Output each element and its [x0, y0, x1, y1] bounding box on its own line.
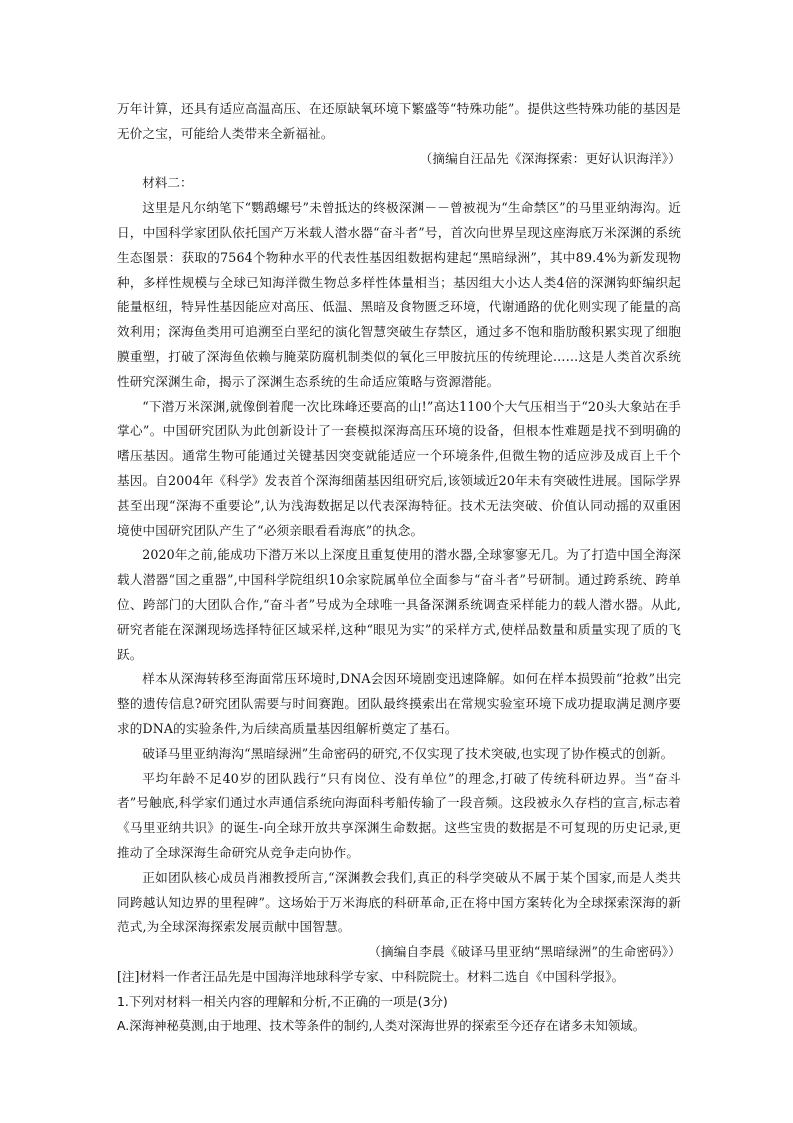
question-1-option-a: A.深海神秘莫测,由于地理、技术等条件的制约,人类对深海世界的探索至今还存在诸多未知领域。 — [117, 1018, 646, 1034]
material1-tail-paragraph: 万年计算，还具有适应高温高压、在还原缺氧环境下繁盛等“特殊功能”。提供这些特殊功能的基因是无价之宝，可能给人类带来全新福祉。 — [117, 101, 681, 141]
document-page — [117, 97, 681, 1039]
material2-source: （摘编自李晨《破译马里亚纳“黑暗绿洲”的生命密码》） — [368, 944, 681, 960]
material2-paragraph-7: 正如团队核心成员肖湘教授所言,“深渊教会我们,真正的科学突破从不属于某个国家,而是人类共同跨越认知边界的里程碑”。这场始于万米海底的科研革命,正在将中国方案转化为全球探索深海的新范式,为全球深海探索发展贡献中国智慧。 — [117, 869, 681, 935]
material2-paragraph-3: 2020年之前,能成功下潜万米以上深度且重复使用的潜水器,全球寥寥无几。为了打造中国全海深载人潜器“国之重器”,中国科学院组织10余家院属单位全面参与“奋斗者”号研制。通过跨系统、跨单位、跨部门的大团队合作,“奋斗者”号成为全球唯一具备深渊系统调查采样能力的载人潜水器。从此,研究者能在深渊现场选择特征区域采样,这种“眼见为实”的采样方式,使样品数量和质量实现了质的飞跃。 — [117, 547, 681, 662]
material2-heading: 材料二： — [142, 175, 193, 191]
material1-source: （摘编自汪品先《深海探索：更好认识海洋》） — [419, 150, 681, 166]
material2-paragraph-1: 这里是凡尔纳笔下“鹦鹉螺号”未曾抵达的终极深渊－－曾被视为“生命禁区”的马里亚纳海沟。近日，中国科学家团队依托国产万米载人潜水器“奋斗者”号，首次向世界呈现这座海底万米深渊的系统生态图景：获取的7564个物种水平的代表性基因组数据构建起“黑暗绿洲”，其中89.4%为新发现物种，多样性规模与全球已知海洋微生物总多样性体量相当；基因组大小达人类4倍的深渊钩虾编织起能量枢纽，特异性基因能应对高压、低温、黑暗及食物匮乏环境，代谢通路的优化则实现了能量的高效利用；深海鱼类用可追溯至白垩纪的演化智慧突破生存禁区，通过多不饱和脂肪酸积累实现了细胞膜重塑，打破了深海鱼依赖与腌菜防腐机制类似的氧化三甲胺抗压的传统理论……这是人类首次系统性研究深渊生命，揭示了深渊生态系统的生命适应策略与资源潜能。 — [117, 200, 681, 389]
material2-paragraph-2: “下潜万米深渊,就像倒着爬一次比珠峰还要高的山!”高达1100个大气压相当于“20头大象站在手掌心”。中国研究团队为此创新设计了一套模拟深海高压环境的设备，但根本性难题是找不到明确的嗜压基因。通常生物可能通过关键基因突变就能适应一个环境条件,但微生物的适应涉及成百上千个基因。自2004年《科学》发表首个深海细菌基因组研究后,该领域近20年未有突破性进展。国际学界甚至出现“深海不重要论”,认为浅海数据足以代表深海特征。技术无法突破、价值认同动摇的双重困境使中国研究团队产生了“必须亲眼看看海底”的执念。 — [117, 398, 681, 538]
material2-paragraph-6: 平均年龄不足40岁的团队践行“只有岗位、没有单位”的理念,打破了传统科研边界。当“奋斗者”号触底,科学家们通过水声通信系统向海面科考船传输了一段音频。这段被永久存档的宣言,标志着《马里亚纳共识》的诞生-向全球开放共享深渊生命数据。这些宝贵的数据是不可复现的历史记录,更推动了全球深海生命研究从竞争走向协作。 — [117, 770, 681, 860]
material2-paragraph-5: 破译马里亚纳海沟“黑暗绿洲”生命密码的研究,不仅实现了技术突破,也实现了协作模式的创新。 — [142, 745, 674, 761]
material2-paragraph-4: 样本从深海转移至海面常压环境时,DNA会因环境剧变迅速降解。如何在样本损毁前“抢救”出完整的遗传信息?研究团队需要与时间赛跑。团队最终摸索出在常规实验室环境下成功提取满足测序要求的DNA的实验条件,为后续高质量基因组解析奠定了基石。 — [117, 671, 681, 736]
footnote: [注]材料一作者汪品先是中国海洋地球科学专家、中科院院士。材料二选自《中国科学报》。 — [117, 968, 625, 984]
question-1-stem: 1.下列对材料一相关内容的理解和分析,不正确的一项是(3分) — [117, 993, 448, 1009]
